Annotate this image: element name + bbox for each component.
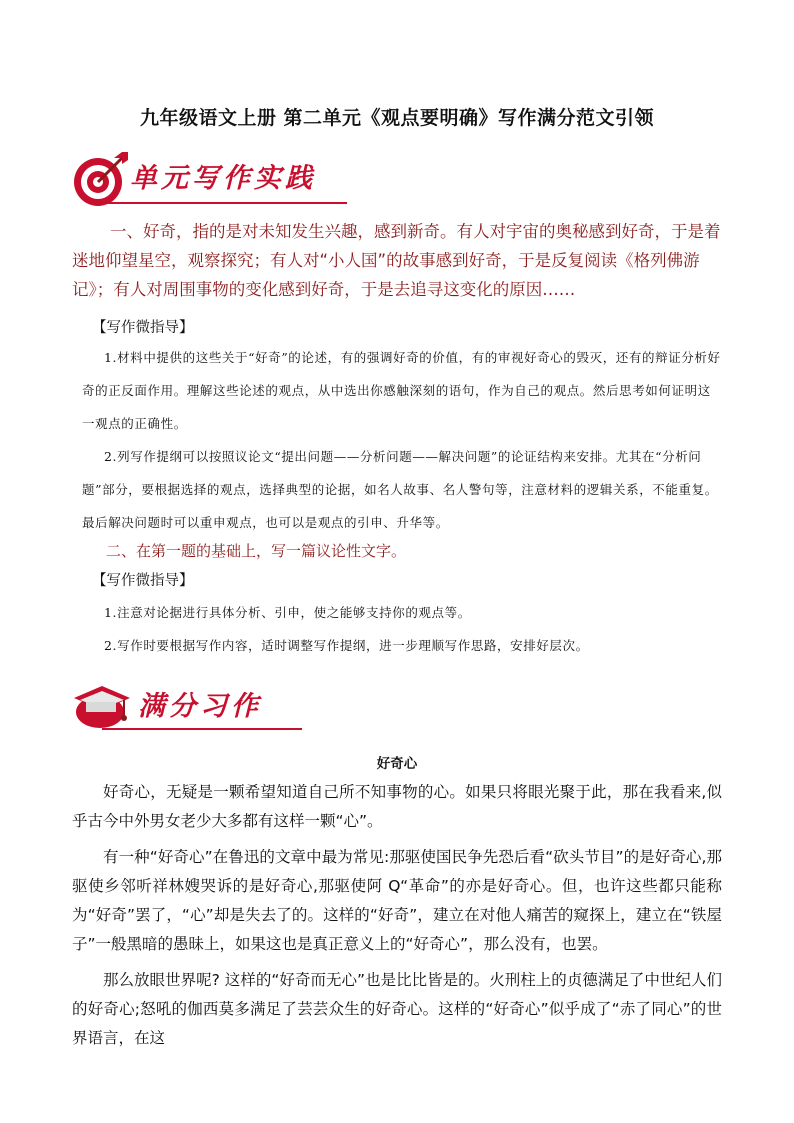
writing-prompt-1 xyxy=(72,217,722,304)
guide-heading-2: 【写作微指导】 xyxy=(92,573,194,589)
section-underline xyxy=(102,202,347,204)
writing-prompt-1-text: 一、好奇，指的是对未知发生兴趣，感到新奇。有人对宇宙的奥秘感到好奇，于是着迷地仰望星空，观察探究；有人对“小人国”的故事感到好奇，于是反复阅读《格列佛游记》；有人对周围事物的变化感到好奇，于是去追寻这变化的原因…… xyxy=(72,222,721,299)
guide-item-1-2: 2.列写作提纲可以按照议论文“提出问题——分析问题——解决问题”的论证结构来安排。尤其在“分析问题”部分，要根据选择的观点，选择典型的论据，如名人故事、名人警句等，注意材料的逻辑关系，不能重复。最后解决问题时可以重申观点，也可以是观点的引申、升华等。 xyxy=(82,449,718,530)
section-underline xyxy=(102,728,302,730)
section-heading: 满分习作 xyxy=(138,691,262,722)
section-banner-full-score-essay xyxy=(70,676,290,734)
essay-title: 好奇心 xyxy=(376,756,418,772)
graduation-cap-icon xyxy=(70,676,134,734)
essay-body xyxy=(72,778,722,1060)
section-heading: 单元写作实践 xyxy=(130,163,316,194)
writing-prompt-2: 二、在第一题的基础上，写一篇议论性文字。 xyxy=(106,542,407,560)
essay-paragraph: 好奇心，无疑是一颗希望知道自己所不知事物的心。如果只将眼光聚于此，那在我看来,似乎古今中外男女老少大多都有这样一颗“心”。 xyxy=(72,783,722,830)
section-banner-writing-practice xyxy=(70,150,350,208)
target-icon xyxy=(70,150,130,208)
essay-paragraph: 有一种“好奇心”在鲁迅的文章中最为常见:那驱使国民争先恐后看“砍头节目”的是好奇心,那驱使乡邻听祥林嫂哭诉的是好奇心,那驱使阿 Q“革命”的亦是好奇心。但，也许这些都只能称为“好奇”罢了，“心”却是失去了的。这样的“好奇”，建立在对他人痛苦的窥探上，建立在“铁屋子”一般黑暗的愚昧上，如果这也是真正意义上的“好奇心”，那么没有，也罢。 xyxy=(72,848,722,953)
guide-item-1-1: 1.材料中提供的这些关于“好奇”的论述，有的强调好奇的价值，有的审视好奇心的毁灭，还有的辩证分析好奇的正反面作用。理解这些论述的观点，从中选出你感触深刻的语句，作为自己的观点。然后思考如何证明这一观点的正确性。 xyxy=(82,350,721,431)
guide-item-2-1: 1.注意对论据进行具体分析、引申，使之能够支持你的观点等。 xyxy=(104,605,471,620)
guide-heading-1: 【写作微指导】 xyxy=(92,320,194,336)
guide-item-2-2: 2.写作时要根据写作内容，适时调整写作提纲，进一步理顺写作思路，安排好层次。 xyxy=(104,638,589,653)
document-title: 九年级语文上册 第二单元《观点要明确》写作满分范文引领 xyxy=(139,107,655,129)
essay-paragraph: 那么放眼世界呢? 这样的“好奇而无心”也是比比皆是的。火刑柱上的贞德满足了中世纪人们的好奇心;怒吼的伽西莫多满足了芸芸众生的好奇心。这样的“好奇心”似乎成了“赤了同心”的世界语言，在这 xyxy=(72,971,722,1047)
